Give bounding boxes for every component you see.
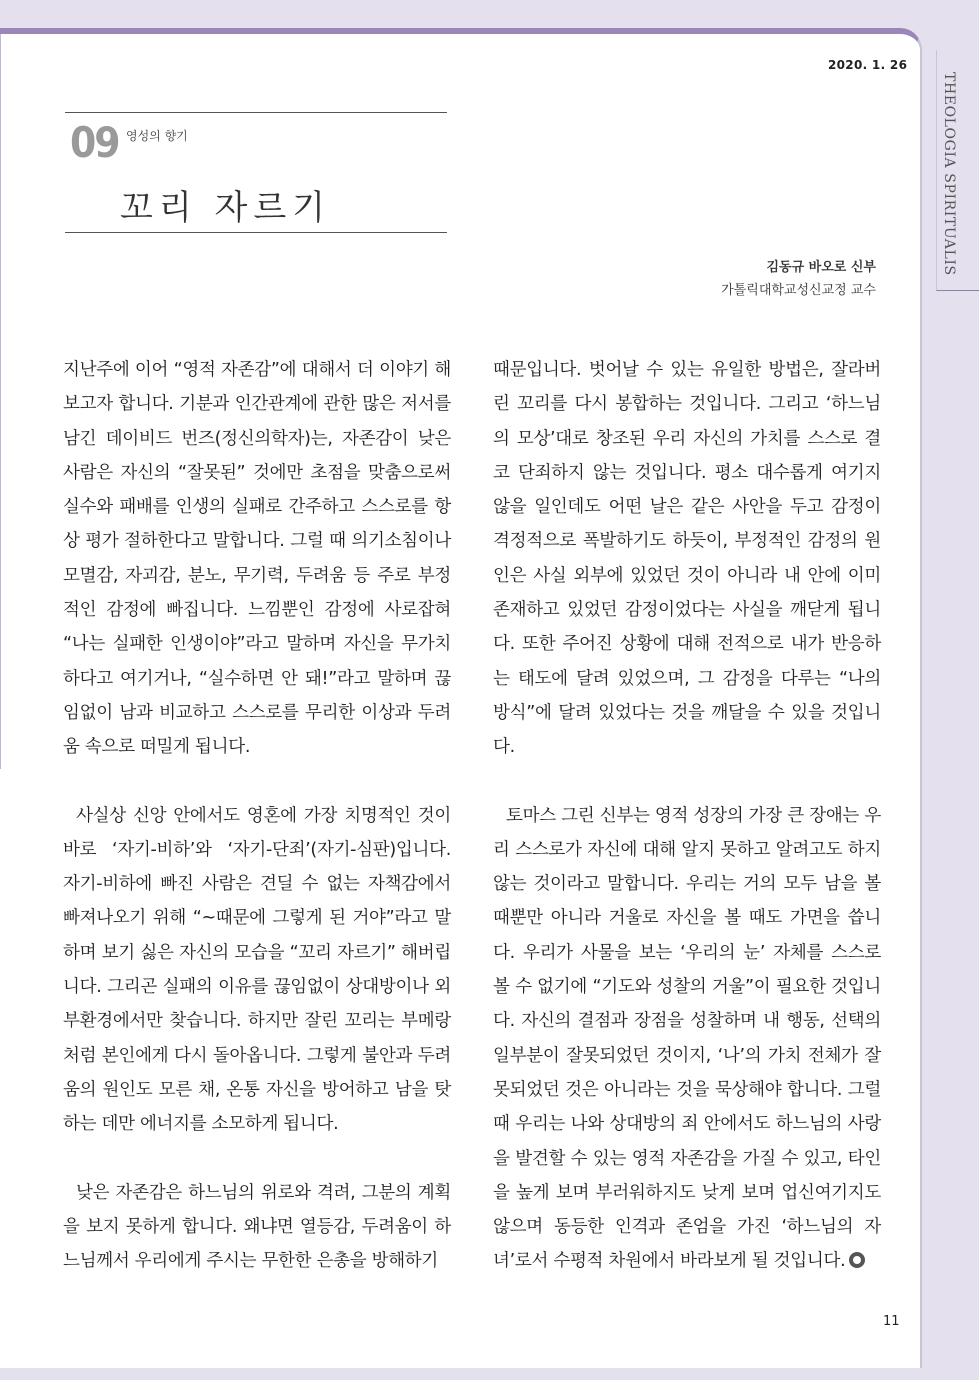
paragraph-text: 토마스 그린 신부는 영적 성장의 가장 큰 장애는 우리 스스로가 자신에 대해 알지 못하고 알려고도 하지 않는 것이라고 말합니다. 우리는 거의 모두 남을 볼 때뿐만 아니라 거울로 자신을 볼 때도 가면을 씁니다. 우리가 사물을 보는 ‘우리의 눈’ 자체를 스스로 볼 수 없기에 “기도와 성찰의 거울”이 필요한 것입니다. 자신의 결점과 장점을 성찰하며 내 행동, 선택의 일부분이 잘못되었던 것이지, ‘나’의 가치 전체가 잘못되었던 것은 아니라는 것을 묵상해야 합니다. 그럴 때 우리는 나와 상대방의 죄 안에서도 하느님의 사랑을 발견할 수 있는 영적 자존감을 가질 수 있고, 타인을 높게 보며 부러워하지도 낮게 보며 업신여기지도 않으며 동등한 인격과 존엄을 가진 ‘하느님의 자녀’로서 수평적 차원에서 바라보게 될 것입니다. — [493, 805, 881, 1272]
left-margin-rule — [0, 34, 1, 769]
page-number: 11 — [883, 1314, 900, 1329]
article-number: 09 — [70, 118, 119, 167]
paragraph: 사실상 신앙 안에서도 영혼에 가장 치명적인 것이 바로 ‘자기-비하’와 ‘자기-단죄’(자기-심판)입니다. 자기-비하에 빠진 사람은 견딜 수 없는 자책감에서 빠져나오기 위해 “~때문에 그렇게 된 거야”라고 말하며 보기 싫은 자신의 모습을 “꼬리 자르기” 해버립니다. 그리곤 실패의 이유를 끊임없이 상대방이나 외부환경에서만 찾습니다. 하지만 잘린 꼬리는 부메랑처럼 본인에게 다시 돌아옵니다. 그렇게 불안과 두려움의 원인도 모른 채, 온통 자신을 방어하고 남을 탓하는 데만 에너지를 소모하게 됩니다. — [63, 805, 451, 1135]
article-title: 꼬리 자르기 — [120, 188, 332, 228]
ornament-circle-icon — [849, 1252, 865, 1268]
paragraph: 지난주에 이어 “영적 자존감”에 대해서 더 이야기 해 보고자 합니다. 기분과 인간관계에 관한 많은 저서를 남긴 데이비드 번즈(정신의학자)는, 자존감이 낮은 사람은 자신의 “잘못된” 것에만 초점을 맞춤으로써 실수와 패배를 인생의 실패로 간주하고 스스로를 항상 평가 절하한다고 말합니다. 그럴 때 의기소침이나 모멸감, 자괴감, 분노, 무기력, 두려움 등 주로 부정적인 감정에 빠집니다. 느낌뿐인 감정에 사로잡혀 “나는 실패한 인생이야”라고 말하며 자신을 무가치하다고 여기거나, “실수하면 안 돼!”라고 말하며 끊임없이 남과 비교하고 스스로를 무리한 이상과 두려움 속으로 떠밀게 됩니다. — [63, 360, 451, 758]
title-rule-top — [65, 112, 447, 113]
issue-date: 2020. 1. 26 — [828, 58, 908, 72]
side-tab-label: THEOLOGIA SPIRITUALIS — [941, 72, 957, 276]
body-column-left — [63, 353, 451, 1278]
author-name: 김동규 바오로 신부 — [766, 260, 876, 275]
author-affiliation: 가톨릭대학교성신교정 교수 — [721, 283, 876, 298]
series-label: 영성의 향기 — [126, 129, 188, 143]
paragraph-last — [493, 799, 881, 1279]
body-column-right — [493, 353, 881, 1279]
title-rule-bottom — [65, 232, 447, 233]
paragraph: 낮은 자존감은 하느님의 위로와 격려, 그분의 계획을 보지 못하게 합니다. 왜냐면 열등감, 두려움이 하느님께서 우리에게 주시는 무한한 은총을 방해하기 — [63, 1182, 451, 1272]
paragraph: 때문입니다. 벗어날 수 있는 유일한 방법은, 잘라버린 꼬리를 다시 봉합하는 것입니다. 그리고 ‘하느님의 모상’대로 창조된 우리 자신의 가치를 스스로 결코 단죄하지 않는 것입니다. 평소 대수롭게 여기지 않을 일인데도 어떤 날은 같은 사안을 두고 감정이 격정적으로 폭발하기도 하듯이, 부정적인 감정의 원인은 사실 외부에 있었던 것이 아니라 내 안에 이미 존재하고 있었던 감정이었다는 사실을 깨닫게 됩니다. 또한 주어진 상황에 대해 전적으로 내가 반응하는 태도에 달려 있었으며, 그 감정을 다루는 “나의 방식”에 달려 있었다는 것을 깨달을 수 있을 것입니다. — [493, 360, 881, 758]
author-block — [721, 256, 876, 298]
